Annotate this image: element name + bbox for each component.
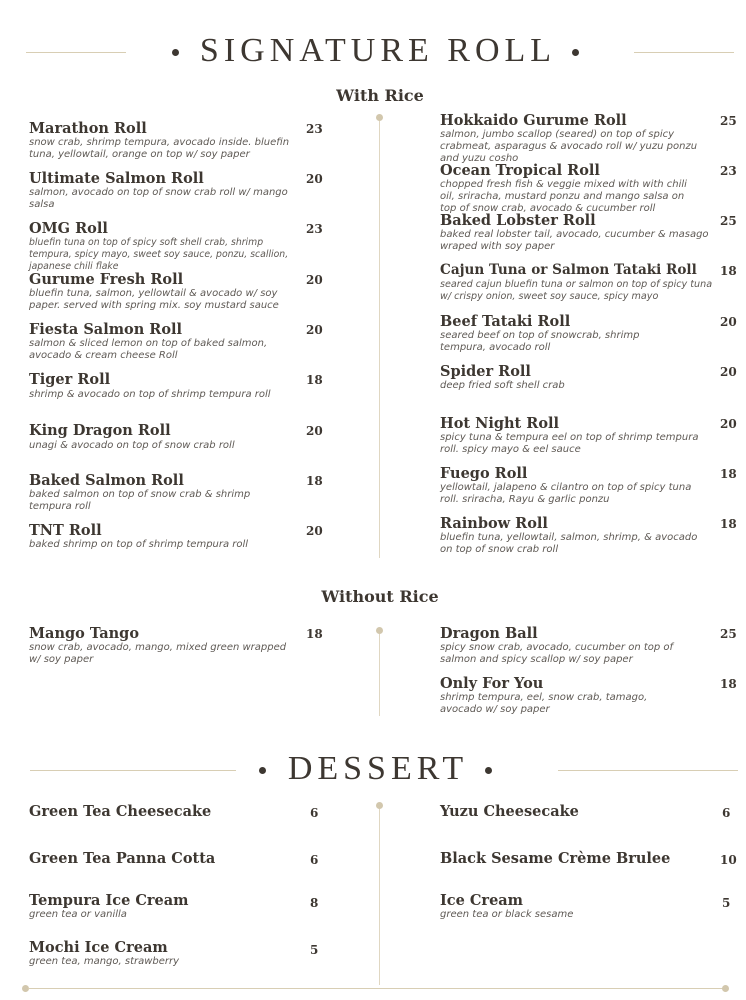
item-name: Marathon Roll xyxy=(29,120,147,137)
item-price: 5 xyxy=(310,943,319,957)
dessert-divider xyxy=(379,809,380,985)
item-name: Green Tea Panna Cotta xyxy=(29,850,216,867)
menu-item xyxy=(440,112,715,165)
item-name: Only For You xyxy=(440,675,544,692)
item-description: salmon, avocado on top of snow crab roll w/ mango salsa xyxy=(29,187,288,210)
item-price: 6 xyxy=(722,806,731,820)
item-name: Beef Tataki Roll xyxy=(440,313,571,330)
dessert-bullet-right xyxy=(485,767,492,774)
item-name: Tiger Roll xyxy=(29,371,111,388)
item-description: salmon & sliced lemon on top of baked salmon, avocado & cream cheese Roll xyxy=(29,338,268,361)
item-description: snow crab, shrimp tempura, avocado inside. bluefin tuna, yellowtail, orange on top w/ soy paper xyxy=(29,137,290,160)
item-name: Tempura Ice Cream xyxy=(29,892,189,909)
dessert-rule-right xyxy=(558,770,738,771)
item-name: Hokkaido Gurume Roll xyxy=(440,112,627,129)
item-description: bluefin tuna on top of spicy soft shell crab, shrimp tempura, spicy mayo, sweet soy sauce, ponzu, scallion, japanese chili flake xyxy=(29,237,289,272)
item-name: Yuzu Cheesecake xyxy=(440,803,579,820)
item-description: seared cajun bluefin tuna or salmon on top of spicy tuna w/ crispy onion, sweet soy sauce, spicy mayo xyxy=(440,279,713,302)
menu-item xyxy=(440,850,710,867)
item-description: spicy tuna & tempura eel on top of shrimp tempura roll. spicy mayo & eel sauce xyxy=(440,432,699,455)
item-name: Gurume Fresh Roll xyxy=(29,271,184,288)
item-name: Rainbow Roll xyxy=(440,515,548,532)
item-description: baked salmon on top of snow crab & shrimp tempura roll xyxy=(29,489,251,512)
item-name: Ice Cream xyxy=(440,892,524,909)
item-description: snow crab, avocado, mango, mixed green wrapped w/ soy paper xyxy=(29,642,287,665)
without-rice-divider-dot xyxy=(376,627,383,634)
item-name: Dragon Ball xyxy=(440,625,538,642)
menu-item xyxy=(29,371,299,401)
item-name: TNT Roll xyxy=(29,522,102,539)
item-price: 8 xyxy=(310,896,319,910)
item-name: Baked Lobster Roll xyxy=(440,212,596,229)
menu-item xyxy=(29,170,294,211)
item-price: 18 xyxy=(720,517,737,531)
menu-item xyxy=(29,625,291,666)
menu-item xyxy=(440,675,685,716)
item-description: shrimp tempura, eel, snow crab, tamago, avocado w/ soy paper xyxy=(440,692,648,715)
item-description: bluefin tuna, salmon, yellowtail & avocado w/ soy paper. served with spring mix. soy mustard sauce xyxy=(29,288,279,311)
item-price: 18 xyxy=(306,474,323,488)
item-name: Green Tea Cheesecake xyxy=(29,803,212,820)
item-description: salmon, jumbo scallop (seared) on top of spicy crabmeat, asparagus & avocado roll w/ yuzu ponzu and yuzu cosho xyxy=(440,129,698,164)
with-rice-heading: With Rice xyxy=(336,86,424,105)
item-price: 6 xyxy=(310,853,319,867)
menu-item xyxy=(29,422,299,452)
header-bullet-right xyxy=(572,49,579,56)
item-description: unagi & avocado on top of snow crab roll xyxy=(29,440,235,451)
item-price: 20 xyxy=(720,365,737,379)
item-description: bluefin tuna, yellowtail, salmon, shrimp, & avocado on top of snow crab roll xyxy=(440,532,698,555)
item-name: Black Sesame Crème Brulee xyxy=(440,850,671,867)
with-rice-divider-dot xyxy=(376,114,383,121)
item-price: 20 xyxy=(306,273,323,287)
item-description: green tea or vanilla xyxy=(29,909,127,920)
item-description: baked shrimp on top of shrimp tempura roll xyxy=(29,539,249,550)
item-price: 6 xyxy=(310,806,319,820)
item-name: Spider Roll xyxy=(440,363,531,380)
menu-item xyxy=(29,120,299,161)
menu-item xyxy=(440,415,705,456)
header-rule-right xyxy=(634,52,734,53)
item-description: deep fried soft shell crab xyxy=(440,380,565,391)
item-name: King Dragon Roll xyxy=(29,422,171,439)
menu-item xyxy=(440,625,702,666)
menu-item xyxy=(29,803,299,820)
item-price: 10 xyxy=(720,853,737,867)
menu-item xyxy=(440,212,710,253)
item-description: green tea or black sesame xyxy=(440,909,574,920)
item-price: 18 xyxy=(720,677,737,691)
dessert-bullet-left xyxy=(259,767,266,774)
item-price: 20 xyxy=(306,424,323,438)
item-price: 25 xyxy=(720,214,737,228)
menu-item xyxy=(29,321,269,362)
item-price: 18 xyxy=(720,264,737,278)
item-price: 18 xyxy=(720,467,737,481)
menu-item xyxy=(29,271,299,312)
menu-item xyxy=(440,162,695,215)
menu-item xyxy=(29,220,307,273)
item-price: 20 xyxy=(720,417,737,431)
item-description: shrimp & avocado on top of shrimp tempura roll xyxy=(29,389,271,400)
item-name: Ultimate Salmon Roll xyxy=(29,170,204,187)
menu-item xyxy=(29,850,299,867)
item-name: Mochi Ice Cream xyxy=(29,939,168,956)
item-price: 20 xyxy=(306,172,323,186)
item-description: spicy snow crab, avocado, cucumber on top of salmon and spicy scallop w/ soy paper xyxy=(440,642,674,665)
item-name: Cajun Tuna or Salmon Tataki Roll xyxy=(440,262,697,278)
bottom-rule xyxy=(28,988,724,989)
item-price: 23 xyxy=(306,222,323,236)
with-rice-divider xyxy=(379,121,380,558)
item-name: OMG Roll xyxy=(29,220,108,237)
item-name: Ocean Tropical Roll xyxy=(440,162,600,179)
header-bullet-left xyxy=(172,49,179,56)
item-price: 25 xyxy=(720,627,737,641)
item-name: Baked Salmon Roll xyxy=(29,472,184,489)
menu-item xyxy=(29,892,299,921)
signature-roll-title: SIGNATURE ROLL xyxy=(199,32,557,69)
without-rice-divider xyxy=(379,634,380,716)
header-rule-left xyxy=(26,52,126,53)
without-rice-heading: Without Rice xyxy=(321,587,439,606)
item-name: Fiesta Salmon Roll xyxy=(29,321,183,338)
item-description: seared beef on top of snowcrab, shrimp tempura, avocado roll xyxy=(440,330,640,353)
bottom-rule-dot-right xyxy=(722,985,729,992)
item-name: Hot Night Roll xyxy=(440,415,560,432)
menu-item xyxy=(440,363,710,392)
item-price: 23 xyxy=(306,122,323,136)
item-price: 5 xyxy=(722,896,731,910)
menu-item xyxy=(440,803,710,820)
item-price: 18 xyxy=(306,373,323,387)
dessert-title: DESSERT xyxy=(287,750,469,787)
item-price: 25 xyxy=(720,114,737,128)
menu-item xyxy=(29,522,299,551)
item-price: 20 xyxy=(306,323,323,337)
menu-item xyxy=(29,472,264,513)
item-name: Mango Tango xyxy=(29,625,139,642)
item-price: 20 xyxy=(720,315,737,329)
item-price: 23 xyxy=(720,164,737,178)
menu-item xyxy=(440,515,702,556)
dessert-divider-dot xyxy=(376,802,383,809)
item-price: 18 xyxy=(306,627,323,641)
menu-item xyxy=(440,465,698,506)
item-name: Fuego Roll xyxy=(440,465,528,482)
menu-item xyxy=(440,313,680,354)
menu-item xyxy=(29,939,299,968)
item-description: baked real lobster tail, avocado, cucumber & masago wraped with soy paper xyxy=(440,229,709,252)
menu-item xyxy=(440,262,722,303)
item-price: 20 xyxy=(306,524,323,538)
dessert-rule-left xyxy=(30,770,236,771)
item-description: yellowtail, jalapeno & cilantro on top of spicy tuna roll. sriracha, Rayu & garlic ponzu xyxy=(440,482,692,505)
menu-item xyxy=(440,892,710,921)
item-description: chopped fresh fish & veggie mixed with with chili oil, sriracha, mustard ponzu and mango salsa on top of snow crab, avocado & cucumber roll xyxy=(440,179,687,214)
item-description: green tea, mango, strawberry xyxy=(29,956,180,967)
